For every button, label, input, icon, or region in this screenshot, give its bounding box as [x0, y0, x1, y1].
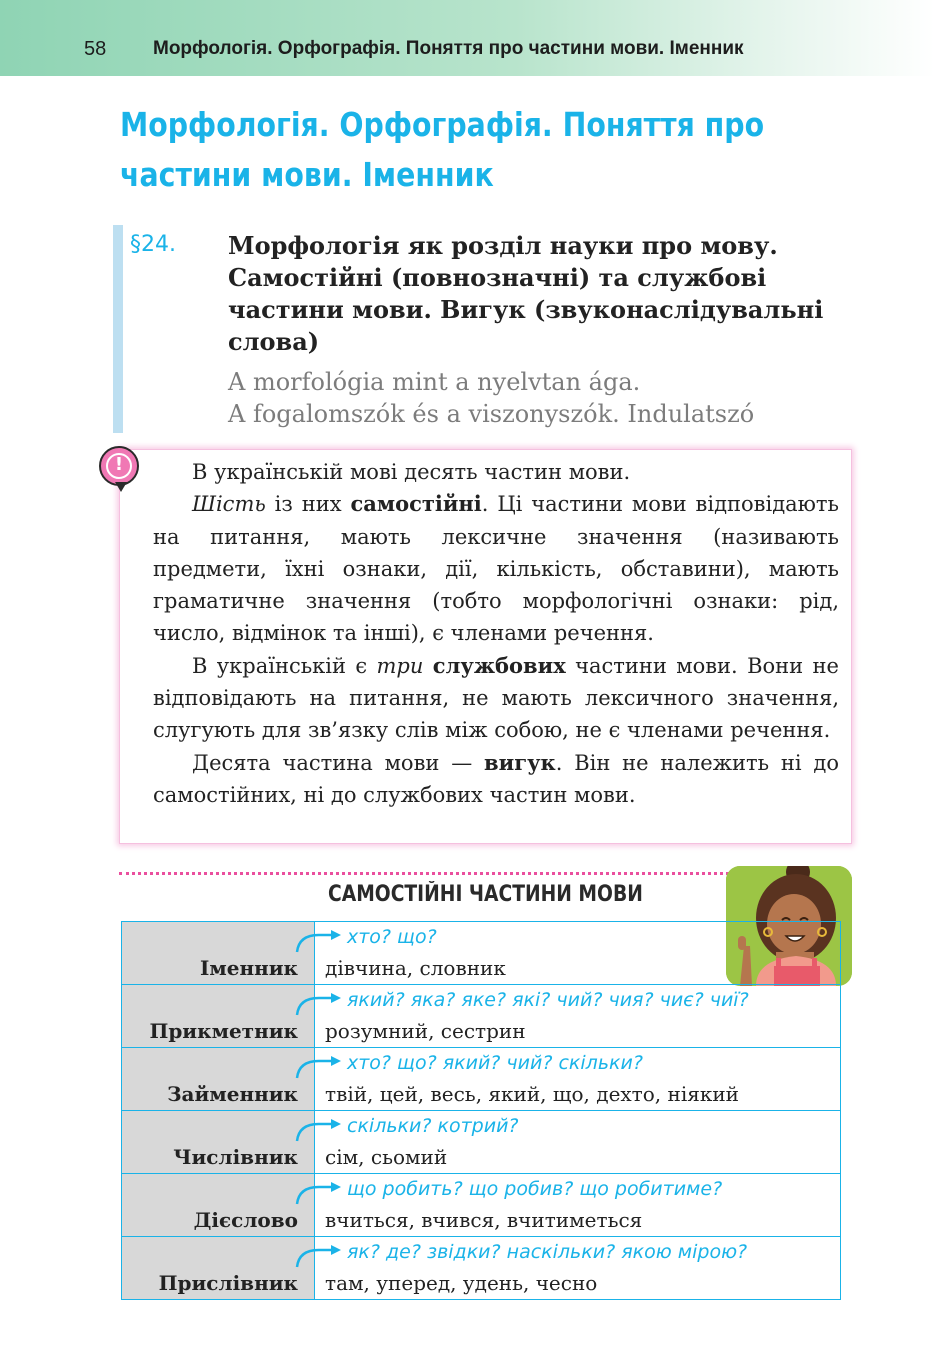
- paragraph-number: §24.: [130, 232, 176, 257]
- arrow-icon: [293, 1180, 345, 1206]
- part-of-speech-cell: [315, 1174, 841, 1237]
- bold-word: службових: [432, 652, 566, 678]
- paragraph-title: Морфологія як розділ науки про мову. Самостійні (повнозначні) та службові частини мови. Вигук (звуконаслідувальні слова): [228, 231, 824, 356]
- example-words: вчиться, вчився, вчитиметься: [325, 1208, 643, 1232]
- text-run: . Він не належить ні до самостійних, ні до службових частин мови.: [153, 750, 839, 807]
- text-run: частини мови. Вони не відповідають на питання, не мають лексичного значення, слугують для зв’язку слів між собою, не є членами речення.: [153, 653, 839, 743]
- paragraph-side-bar: [113, 225, 123, 433]
- running-title: Морфологія. Орфографія. Поняття про частини мови. Іменник: [153, 38, 744, 59]
- table-row: [122, 1237, 841, 1300]
- example-words: твій, цей, весь, який, що, дехто, ніякий: [325, 1082, 740, 1106]
- text-run: . Ці частини мови відповідають на питання, мають лексичне значення (називають предмети, їхні ознаки, дії, кількість, обставини), мають граматичне значення (тобто морфологічні ознаки: рід, число, відмінок та інші), є членами речення.: [153, 492, 839, 646]
- part-of-speech-name: Іменник: [122, 922, 315, 985]
- part-of-speech-cell: [315, 1237, 841, 1300]
- question-words: що робить? що робив? що робитиме?: [347, 1178, 723, 1200]
- part-of-speech-cell: [315, 1111, 841, 1174]
- page-number: 58: [84, 38, 107, 60]
- text-run: [423, 654, 432, 678]
- part-of-speech-cell: [315, 1048, 841, 1111]
- question-words: скільки? котрий?: [347, 1115, 519, 1137]
- part-of-speech-cell: [315, 985, 841, 1048]
- part-of-speech-name: Займенник: [122, 1048, 315, 1111]
- example-words: там, уперед, удень, чесно: [325, 1271, 598, 1295]
- question-words: який? яка? яке? які? чий? чия? чиє? чиї?: [347, 989, 749, 1011]
- chapter-title: Морфологія. Орфографія. Поняття про частини мови. Іменник: [120, 105, 765, 194]
- rule-paragraph-1: В українській мові десять частин мови.: [192, 460, 631, 484]
- table-row: [122, 985, 841, 1048]
- part-of-speech-cell: [315, 922, 841, 985]
- italic-word: три: [376, 653, 424, 678]
- example-words: дівчина, словник: [325, 956, 506, 980]
- arrow-icon: [293, 991, 345, 1017]
- table-row: [122, 1048, 841, 1111]
- rule-paragraph-3: [153, 650, 839, 747]
- example-words: сім, сьомий: [325, 1145, 448, 1169]
- example-words: розумний, сестрин: [325, 1019, 526, 1043]
- question-words: хто? що? який? чий? скільки?: [347, 1052, 643, 1074]
- question-words: хто? що?: [347, 926, 437, 948]
- part-of-speech-name: Прислівник: [122, 1237, 315, 1300]
- italic-word: Шість: [192, 492, 266, 517]
- parts-of-speech-table: [121, 921, 841, 1300]
- text-run: Десята частина мови —: [192, 750, 485, 775]
- table-row: [122, 922, 841, 985]
- paragraph-hungarian-title: [228, 366, 868, 430]
- text-run: В українській є: [192, 653, 377, 678]
- rule-text: [153, 456, 839, 811]
- arrow-icon: [293, 1243, 345, 1269]
- bold-word: самостійні: [350, 491, 482, 517]
- page-header: [0, 0, 935, 76]
- rule-paragraph-4: [153, 747, 839, 812]
- hungarian-line-1: A morfológia mint a nyelvtan ága.: [228, 368, 641, 396]
- arrow-icon: [293, 928, 345, 954]
- table-heading: САМОСТІЙНІ ЧАСТИНИ МОВИ: [328, 882, 643, 907]
- table-row: [122, 1111, 841, 1174]
- part-of-speech-name: Дієслово: [122, 1174, 315, 1237]
- bold-word: вигук: [484, 749, 556, 775]
- table-row: [122, 1174, 841, 1237]
- arrow-icon: [293, 1054, 345, 1080]
- arrow-icon: [293, 1117, 345, 1143]
- part-of-speech-name: Числівник: [122, 1111, 315, 1174]
- exclamation-icon: !: [99, 446, 139, 486]
- part-of-speech-name: Прикметник: [122, 985, 315, 1048]
- question-words: як? де? звідки? наскільки? якою мірою?: [347, 1241, 748, 1263]
- rule-paragraph-2: [153, 488, 839, 649]
- dotted-divider: [119, 872, 729, 875]
- hungarian-line-2: A fogalomszók és a viszonyszók. Indulatszó: [228, 400, 755, 428]
- text-run: із них: [265, 492, 351, 517]
